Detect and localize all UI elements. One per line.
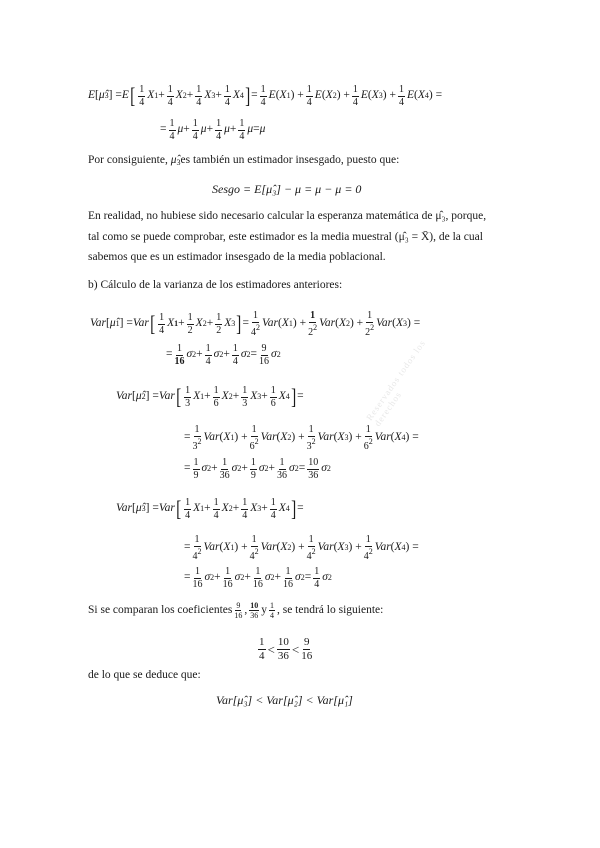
mu-hat-subscript: 3	[176, 158, 181, 167]
equation-var-mu1-result: = $\frac{1}{16}$ σ 2 + $\frac{1}{4}$ σ 2 + $\frac{1}{4}$ σ 2 = $\frac{9}{16}$ σ 2	[166, 343, 281, 367]
paragraph-unbiased-start: Por consiguiente,	[88, 154, 171, 166]
equation-bias	[212, 183, 361, 195]
equation-var-mu2: Var [ μ̂ 2 ] = Var [ $\frac{1}{3}$ X 1 + $\frac{1}{6}$ X 2 + $\frac{1}{3}$ X 3 + $\frac{1}{6}$ X 4 ] =	[116, 384, 304, 410]
inequality-coefficients: $\frac{1}{4}$ < $\frac{10}{36}$ < $\frac{9}{16}$	[259, 636, 313, 662]
lt-1: <	[267, 641, 275, 657]
compare-sep-1: ,	[244, 603, 248, 616]
paragraph-sample-mean-l2: tal como se puede comprobar, este estimador es la media muestral (μ̂₃ = X̄), de la cual	[88, 231, 483, 243]
paragraph-sample-mean-l3: sabemos que es un estimador insesgado de la media poblacional.	[88, 251, 386, 263]
equation-var-mu2-expand: = $\frac{1}{3^2}$ Var ( X 1 ) + $\frac{1}{6^2}$ Var ( X 2 ) + $\frac{1}{3^2}$ Var ( X 3 ) + $\frac{1}{6^2}$ Var ( X 4 ) =	[184, 424, 419, 452]
equation-expectation-mu3-result: = $\frac{1}{4}$ μ + $\frac{1}{4}$ μ + $\frac{1}{4}$ μ + $\frac{1}{4}$ μ = μ	[160, 118, 266, 142]
equation-var-mu3-expand: = $\frac{1}{4^2}$ Var ( X 1 ) + $\frac{1}{4^2}$ Var ( X 2 ) + $\frac{1}{4^2}$ Var ( X 3 ) + $\frac{1}{4^2}$ Var ( X 4 ) =	[184, 534, 419, 562]
paragraph-sample-mean-l1: En realidad, no hubiese sido necesario calcular la esperanza matemática de μ̂₃, porque,	[88, 210, 487, 222]
equation-var-mu2-result: = $\frac{1}{9}$ σ 2 + $\frac{1}{36}$ σ 2 + $\frac{1}{9}$ σ 2 + $\frac{1}{36}$ σ 2 = $\frac{10}{36}$ σ 2	[184, 457, 331, 481]
compare-text-end: , se tendrá lo siguiente:	[276, 603, 384, 616]
section-b-heading: b) Cálculo de la varianza de los estimadores anteriores:	[88, 279, 343, 291]
paragraph-conclusion: de lo que se deduce que:	[88, 669, 201, 681]
compare-sep-2: y	[261, 603, 267, 616]
final-text: Var[μ̂₃] < Var[μ̂₂] < Var[μ̂₁]	[216, 693, 353, 707]
equation-expectation-mu3: E [ μ̂ 3 ] = E [ $\frac{1}{4}$ X 1 + $\frac{1}{4}$ X 2 + $\frac{1}{4}$ X 3 + $\frac{1}{4}$ X 4 ] = $\frac{1}{4}$ E ( X 1 ) + $\frac{1}{4}$ E ( X 2 ) + $\frac{1}{4}$ E ( X 3 ) + $\frac{1}{4}$ E ( X 4 ) =	[88, 83, 443, 109]
bias-text: Sesgo = E[μ̂₃] − μ = μ − μ = 0	[212, 182, 362, 196]
equation-var-mu3-result: = $\frac{1}{16}$ σ 2 + $\frac{1}{16}$ σ 2 + $\frac{1}{16}$ σ 2 + $\frac{1}{16}$ σ 2 = $\frac{1}{4}$ σ 2	[184, 566, 332, 590]
lt-2: <	[291, 641, 300, 657]
equation-var-mu3: Var [ μ̂ 3 ] = Var [ $\frac{1}{4}$ X 1 + $\frac{1}{4}$ X 2 + $\frac{1}{4}$ X 3 + $\frac{1}{4}$ X 4 ] =	[116, 496, 304, 522]
equation-final-variance-order	[216, 694, 353, 706]
compare-text-start: Si se comparan los coeficientes	[88, 603, 233, 616]
paragraph-unbiased	[88, 155, 399, 167]
paragraph-unbiased-end: es también un estimador insesgado, puesto que:	[180, 154, 400, 166]
equation-var-mu1: Var [ μ̂ 1 ] = Var [ $\frac{1}{4}$ X 1 + $\frac{1}{2}$ X 2 + $\frac{1}{2}$ X 3 ] = $\frac{1}{4^2}$ Var ( X 1 ) + $\frac{1}{2^2}$ Var ( X 2 ) + $\frac{1}{2^2}$ Var ( X 3 ) =	[90, 310, 421, 338]
paragraph-compare-coefficients: Si se comparan los coeficientes $\frac{9}{16}$ , $\frac{10}{36}$ y $\frac{1}{4}$ , se tendrá lo siguiente:	[88, 601, 384, 621]
watermark: Reservados todos los derechos	[364, 337, 428, 429]
mu-hat-symbol: μ̂	[170, 154, 177, 166]
